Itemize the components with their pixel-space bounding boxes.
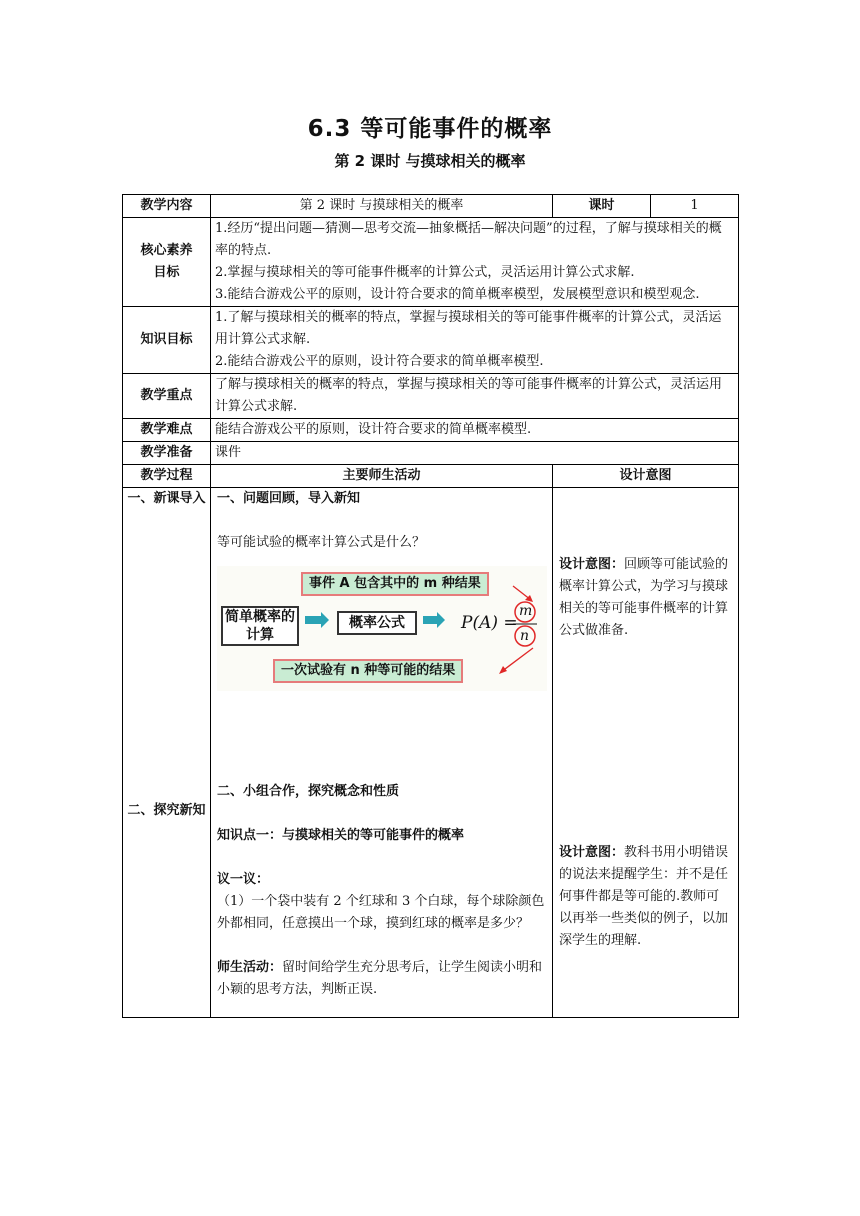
question-1: （1）一个袋中装有 2 个红球和 3 个白球，每个球除颜色外都相同，任意摸出一个球，摸到红球的概率是多少？ [217, 894, 545, 931]
stage2-label: 二、探究新知 [127, 803, 206, 818]
difficulty-content: 能结合游戏公平的原则，设计符合要求的简单概率模型. [211, 419, 739, 442]
process-header: 教学过程 [123, 465, 211, 488]
stage1-label: 一、新课导入 [127, 491, 206, 506]
prep-content: 课件 [211, 442, 739, 465]
stage-column [123, 488, 211, 1018]
stage1-question: 等可能试验的概率计算公式是什么？ [217, 535, 426, 550]
core-line-1: 1.经历“提出问题—猜测—思考交流—抽象概括—解决问题”的过程，了解与摸球相关的概率的特点. [215, 221, 722, 258]
formula-denominator: n [520, 628, 530, 644]
activity-header: 主要师生活动 [211, 465, 553, 488]
arrow-right-2-icon [423, 612, 445, 628]
knowledge-label: 知识目标 [123, 307, 211, 374]
row-difficulty [123, 419, 739, 442]
arrow-right-1-icon [305, 612, 329, 628]
core-line-2: 2.掌握与摸球相关的等可能事件概率的计算公式，灵活运用计算公式求解. [215, 265, 635, 280]
page-title: 6.3 等可能事件的概率 [307, 116, 553, 142]
stage1-heading: 一、问题回顾，导入新知 [217, 491, 361, 506]
stage2-intent-text: 教科书用小明错误的说法来提醒学生：并不是任何事件都是等可能的.教师可以再举一些类似的例子，以加深学生的理解. [559, 845, 729, 948]
knowledge-content [211, 307, 739, 374]
period-value: 1 [651, 195, 739, 218]
core-content [211, 218, 739, 307]
row-content [123, 195, 739, 218]
lesson-plan-table [122, 194, 739, 1018]
page-subtitle: 第 2 课时 与摸球相关的概率 [334, 152, 526, 170]
discuss-label: 议一议： [217, 872, 270, 887]
row-header [123, 465, 739, 488]
top-note: 事件 A 包含其中的 m 种结果 [301, 572, 489, 596]
row-key [123, 374, 739, 419]
core-label-line2: 目标 [153, 265, 180, 280]
core-line-3: 3.能结合游戏公平的原则，设计符合要求的简单概率模型，发展模型意识和模型观念. [215, 287, 700, 302]
formula-box: 概率公式 [337, 611, 417, 635]
intent-column [553, 488, 739, 1018]
prep-label: 教学准备 [123, 442, 211, 465]
core-label [123, 218, 211, 307]
stage2-heading: 二、小组合作，探究概念和性质 [217, 784, 400, 799]
row-prep [123, 442, 739, 465]
stage2-intent-prefix: 设计意图： [559, 845, 625, 860]
key-content: 了解与摸球相关的概率的特点，掌握与摸球相关的等可能事件概率的计算公式，灵活运用计算公式求解. [211, 374, 739, 419]
activity-prefix: 师生活动： [217, 960, 283, 975]
bottom-pointer [501, 648, 533, 672]
formula-left: P(A) = [461, 613, 518, 633]
teacher-activity [217, 957, 546, 1001]
stage1-intent-prefix: 设计意图： [559, 557, 625, 572]
row-knowledge [123, 307, 739, 374]
row-process [123, 488, 739, 1018]
key-label: 教学重点 [123, 374, 211, 419]
knowledge-line-1: 1.了解与摸球相关的概率的特点，掌握与摸球相关的等可能事件概率的计算公式，灵活运用计算公式求解. [215, 310, 722, 347]
bottom-pointer-head-icon [499, 666, 507, 674]
stage2-intent [559, 842, 732, 952]
content-label: 教学内容 [123, 195, 211, 218]
activity-column [211, 488, 553, 1018]
simple-probability-box: 简单概率的计算 [221, 606, 299, 646]
probability-formula-diagram [217, 566, 547, 691]
difficulty-label: 教学难点 [123, 419, 211, 442]
bottom-note: 一次试验有 n 种等可能的结果 [273, 659, 463, 683]
activity-text: 留时间给学生充分思考后，让学生阅读小明和小颖的思考方法，判断正误. [217, 960, 543, 997]
knowledge-point: 知识点一：与摸球相关的等可能事件的概率 [217, 828, 465, 843]
core-label-line1: 核心素养 [140, 243, 193, 258]
content-value: 第 2 课时 与摸球相关的概率 [211, 195, 553, 218]
intent-header: 设计意图 [553, 465, 739, 488]
stage1-intent [559, 554, 732, 642]
stage1-intent-text: 回顾等可能试验的概率计算公式，为学习与摸球相关的等可能事件概率的计算公式做准备. [559, 557, 729, 638]
period-label: 课时 [553, 195, 651, 218]
knowledge-line-2: 2.能结合游戏公平的原则，设计符合要求的简单概率模型. [215, 354, 544, 369]
formula-numerator: m [519, 603, 533, 619]
row-core [123, 218, 739, 307]
